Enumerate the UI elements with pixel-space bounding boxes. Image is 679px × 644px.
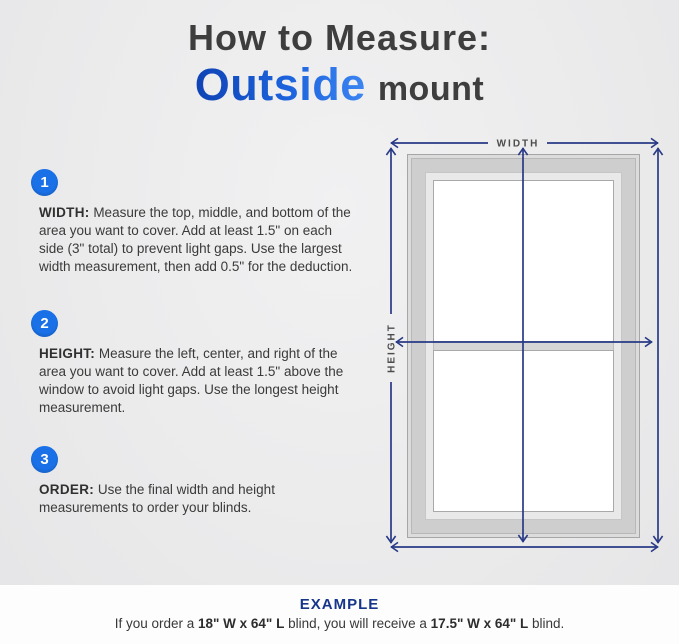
- step-1-text: [39, 204, 355, 276]
- step-2: [31, 310, 361, 417]
- step-1-body: Measure the top, middle, and bottom of the area you want to cover. Add at least 1.5" on each side (3" total) to prevent light gaps. Use the largest width measurement, then add 0.5" for the deduction.: [39, 205, 353, 274]
- step-3-heading: ORDER:: [39, 482, 95, 497]
- step-3-text: [39, 481, 355, 517]
- example-received-size: 17.5" W x 64" L: [430, 616, 529, 631]
- example-middle: blind, you will receive a: [284, 616, 431, 631]
- step-3-badge: [31, 446, 58, 473]
- example-section: [0, 585, 679, 644]
- page-title: [0, 18, 679, 109]
- step-3-number: 3: [40, 451, 49, 468]
- example-sentence: [0, 616, 679, 631]
- window-measure-diagram: [380, 135, 672, 557]
- step-1-heading: WIDTH:: [39, 205, 90, 220]
- example-ordered-size: 18" W x 64" L: [198, 616, 285, 631]
- step-3: [31, 446, 361, 517]
- step-2-text: [39, 345, 355, 417]
- step-3-body: Use the final width and height measurements to order your blinds.: [39, 482, 275, 515]
- step-1: [31, 169, 361, 276]
- example-prefix: If you order a: [114, 616, 198, 631]
- title-line1: How to Measure:: [187, 17, 492, 58]
- step-2-heading: HEIGHT:: [39, 346, 96, 361]
- measurement-arrows: [380, 135, 672, 557]
- title-line2: [0, 60, 679, 110]
- title-suffix-mount: mount: [377, 69, 485, 108]
- width-label: WIDTH: [496, 138, 540, 150]
- example-suffix: blind.: [528, 616, 565, 631]
- step-2-body: Measure the left, center, and right of the area you want to cover. Add at least 1.5" above the window to avoid light gaps. Use the longest height measurement.: [39, 346, 344, 415]
- step-2-number: 2: [40, 315, 49, 332]
- title-accent-outside: Outside: [194, 58, 366, 110]
- step-2-badge: [31, 310, 58, 337]
- step-1-badge: [31, 169, 58, 196]
- height-label: HEIGHT: [386, 323, 398, 373]
- example-heading: EXAMPLE: [299, 596, 380, 613]
- step-1-number: 1: [40, 174, 49, 191]
